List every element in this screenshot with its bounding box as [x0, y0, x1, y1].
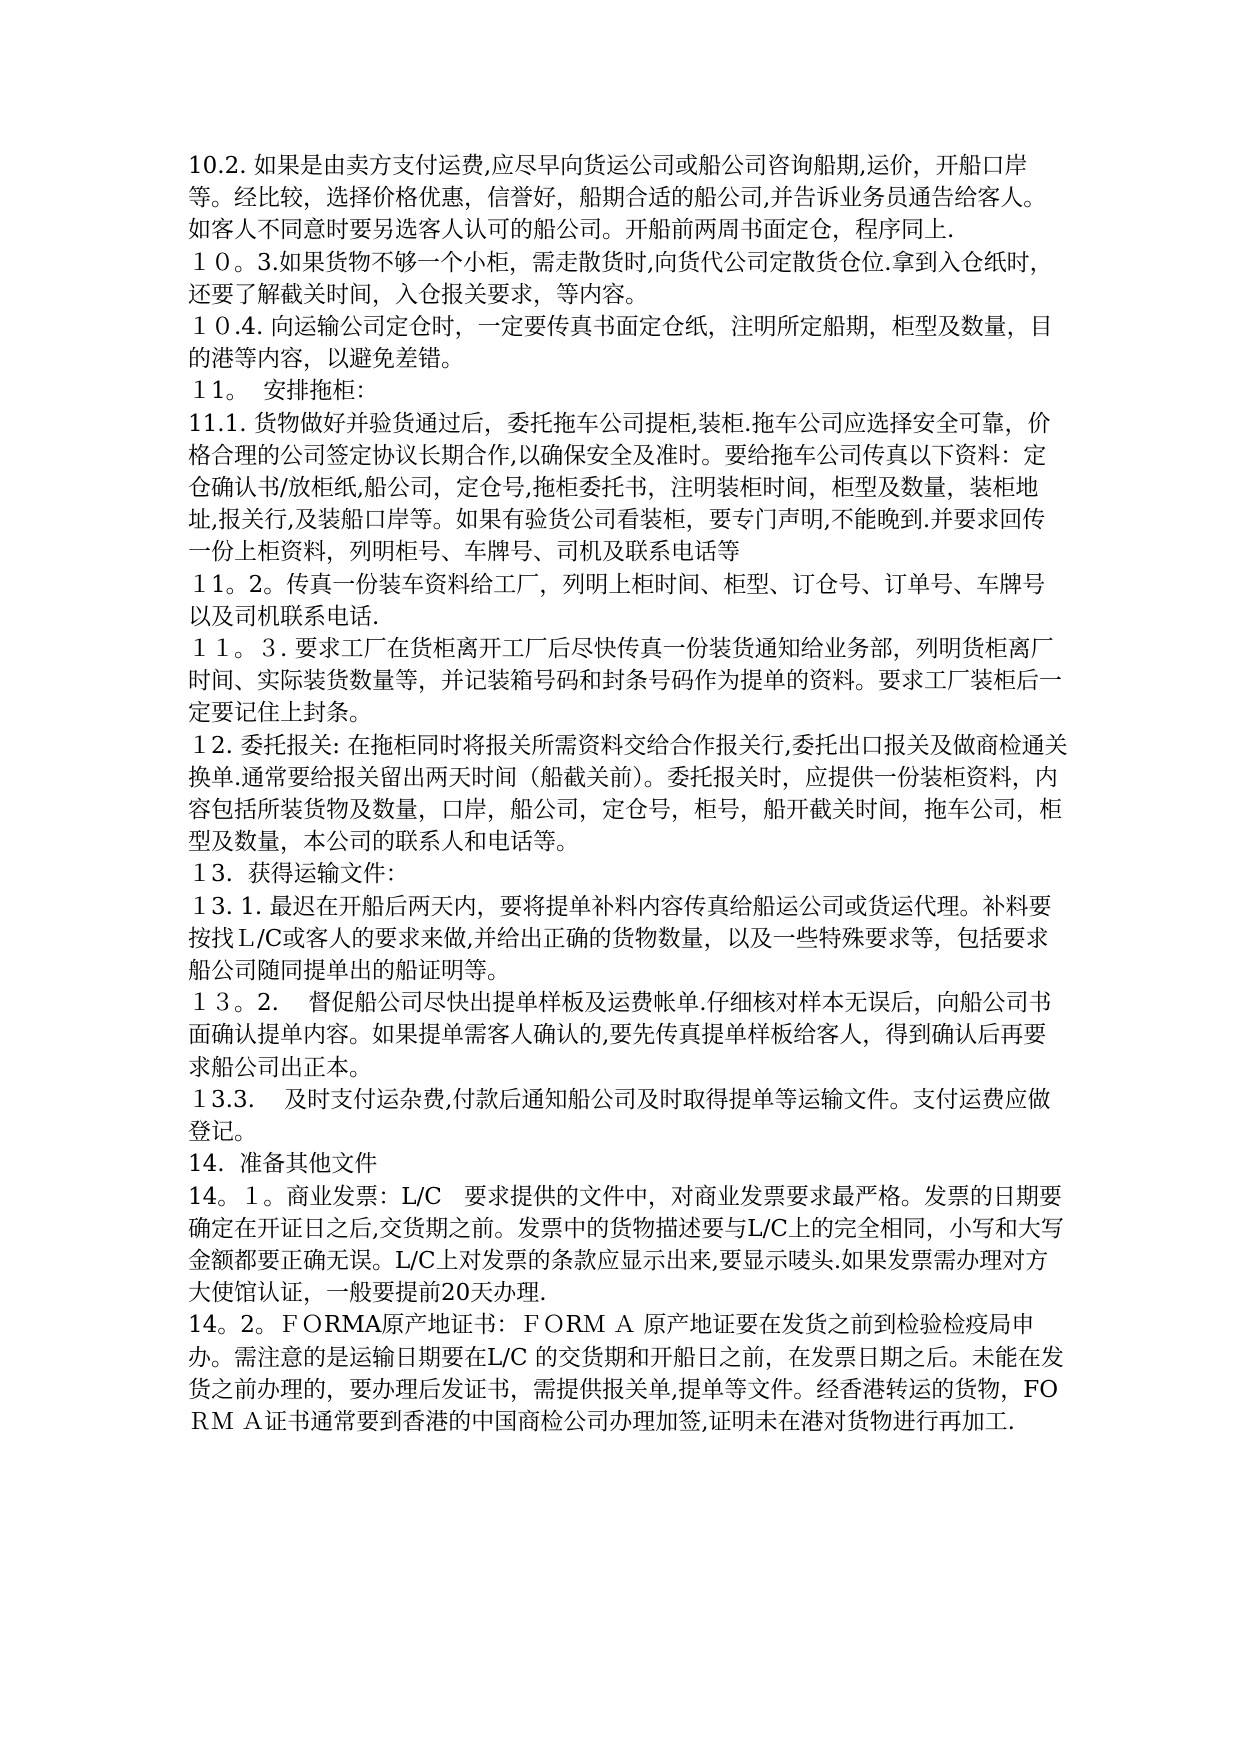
paragraph-13-1: １3. 1. 最迟在开船后两天内，要将提单补料内容传真给船运公司或货运代理。补料要按找Ｌ/C或客人的要求来做,并给出正确的货物数量，以及一些特殊要求等，包括要求船公司随同提单出的船证明等。 — [188, 893, 1052, 985]
heading-14: 14. 准备其他文件 — [188, 1151, 378, 1178]
paragraph-10-2: 10.2. 如果是由卖方支付运费,应尽早向货运公司或船公司咨询船期,运价，开船口岸等。经比较，选择价格优惠，信誉好，船期合适的船公司,并告诉业务员通告给客人。如客人不同意时要另选客人认可的船公司。开船前两周书面定仓，程序同上. — [188, 153, 1047, 244]
paragraph-11-1: 11.1. 货物做好并验货通过后，委托拖车公司提柜,装柜.拖车公司应选择安全可靠，价格合理的公司签定协议长期合作,以确保安全及准时。要给拖车公司传真以下资料：定仓确认书/放柜纸,船公司，定仓号,拖柜委托书，注明装柜时间，柜型及数量，装柜地址,报关行,及装船口岸等。如果有验货公司看装柜，要专门声明,不能晚到.并要求回传一份上柜资料，列明柜号、车牌号、司机及联系电话等 — [188, 410, 1051, 566]
paragraph-11-3: １１。３. 要求工厂在货柜离开工厂后尽快传真一份装货通知给业务部，列明货柜离厂时间、实际装货数量等，并记装箱号码和封条号码作为提单的资料。要求工厂装柜后一定要记住上封条。 — [188, 636, 1062, 727]
paragraph-14-2: 14。2。ＦＯRMA原产地证书：ＦＯRＭ Ａ 原产地证要在发货之前到检验检疫局申办。需注意的是运输日期要在L/C 的交货期和开船日之前，在发票日期之后。未能在发货之前办理的，要办理后发证书，需提供报关单,提单等文件。经香港转运的货物，FOＲＭ Ａ证书通常要到香港的中国商检公司办理加签,证明未在港对货物进行再加工. — [188, 1312, 1064, 1435]
document-page — [188, 150, 1068, 1438]
paragraph-10-4: １０.4. 向运输公司定仓时，一定要传真书面定仓纸，注明所定船期，柜型及数量，目的港等内容，以避免差错。 — [188, 314, 1053, 373]
paragraph-11-2: １1。2。传真一份装车资料给工厂，列明上柜时间、柜型、订仓号、订单号、车牌号以及司机联系电话. — [188, 571, 1046, 630]
paragraph-13-2: １３。2. 督促船公司尽快出提单样板及运费帐单.仔细核对样本无误后，向船公司书面确认提单内容。如果提单需客人确认的,要先传真提单样板给客人，得到确认后再要求船公司出正本。 — [188, 990, 1052, 1081]
paragraph-12: １2. 委托报关: 在拖柜同时将报关所需资料交给合作报关行,委托出口报关及做商检通关换单.通常要给报关留出两天时间（船截关前）。委托报关时，应提供一份装柜资料，内容包括所装货物及数量，口岸，船公司，定仓号，柜号，船开截关时间，拖车公司，柜型及数量，本公司的联系人和电话等。 — [188, 732, 1068, 856]
heading-11: １1。 安排拖柜： — [188, 378, 379, 405]
paragraph-14-1: 14。１。商业发票：L/C 要求提供的文件中，对商业发票要求最严格。发票的日期要确定在开证日之后,交货期之前。发票中的货物描述要与L/C上的完全相同，小写和大写金额都要正确无误。L/C上对发票的条款应显示出来,要显示唛头.如果发票需办理对方大使馆认证，一般要提前20天办理. — [188, 1183, 1064, 1307]
paragraph-13-3: １3.3. 及时支付运杂费,付款后通知船公司及时取得提单等运输文件。支付运费应做登记。 — [188, 1086, 1051, 1146]
paragraph-10-3: １０。3.如果货物不够一个小柜，需走散货时,向货代公司定散货仓位.拿到入仓纸时，还要了解截关时间，入仓报关要求，等内容。 — [188, 249, 1053, 308]
heading-13: １3. 获得运输文件： — [188, 861, 409, 888]
